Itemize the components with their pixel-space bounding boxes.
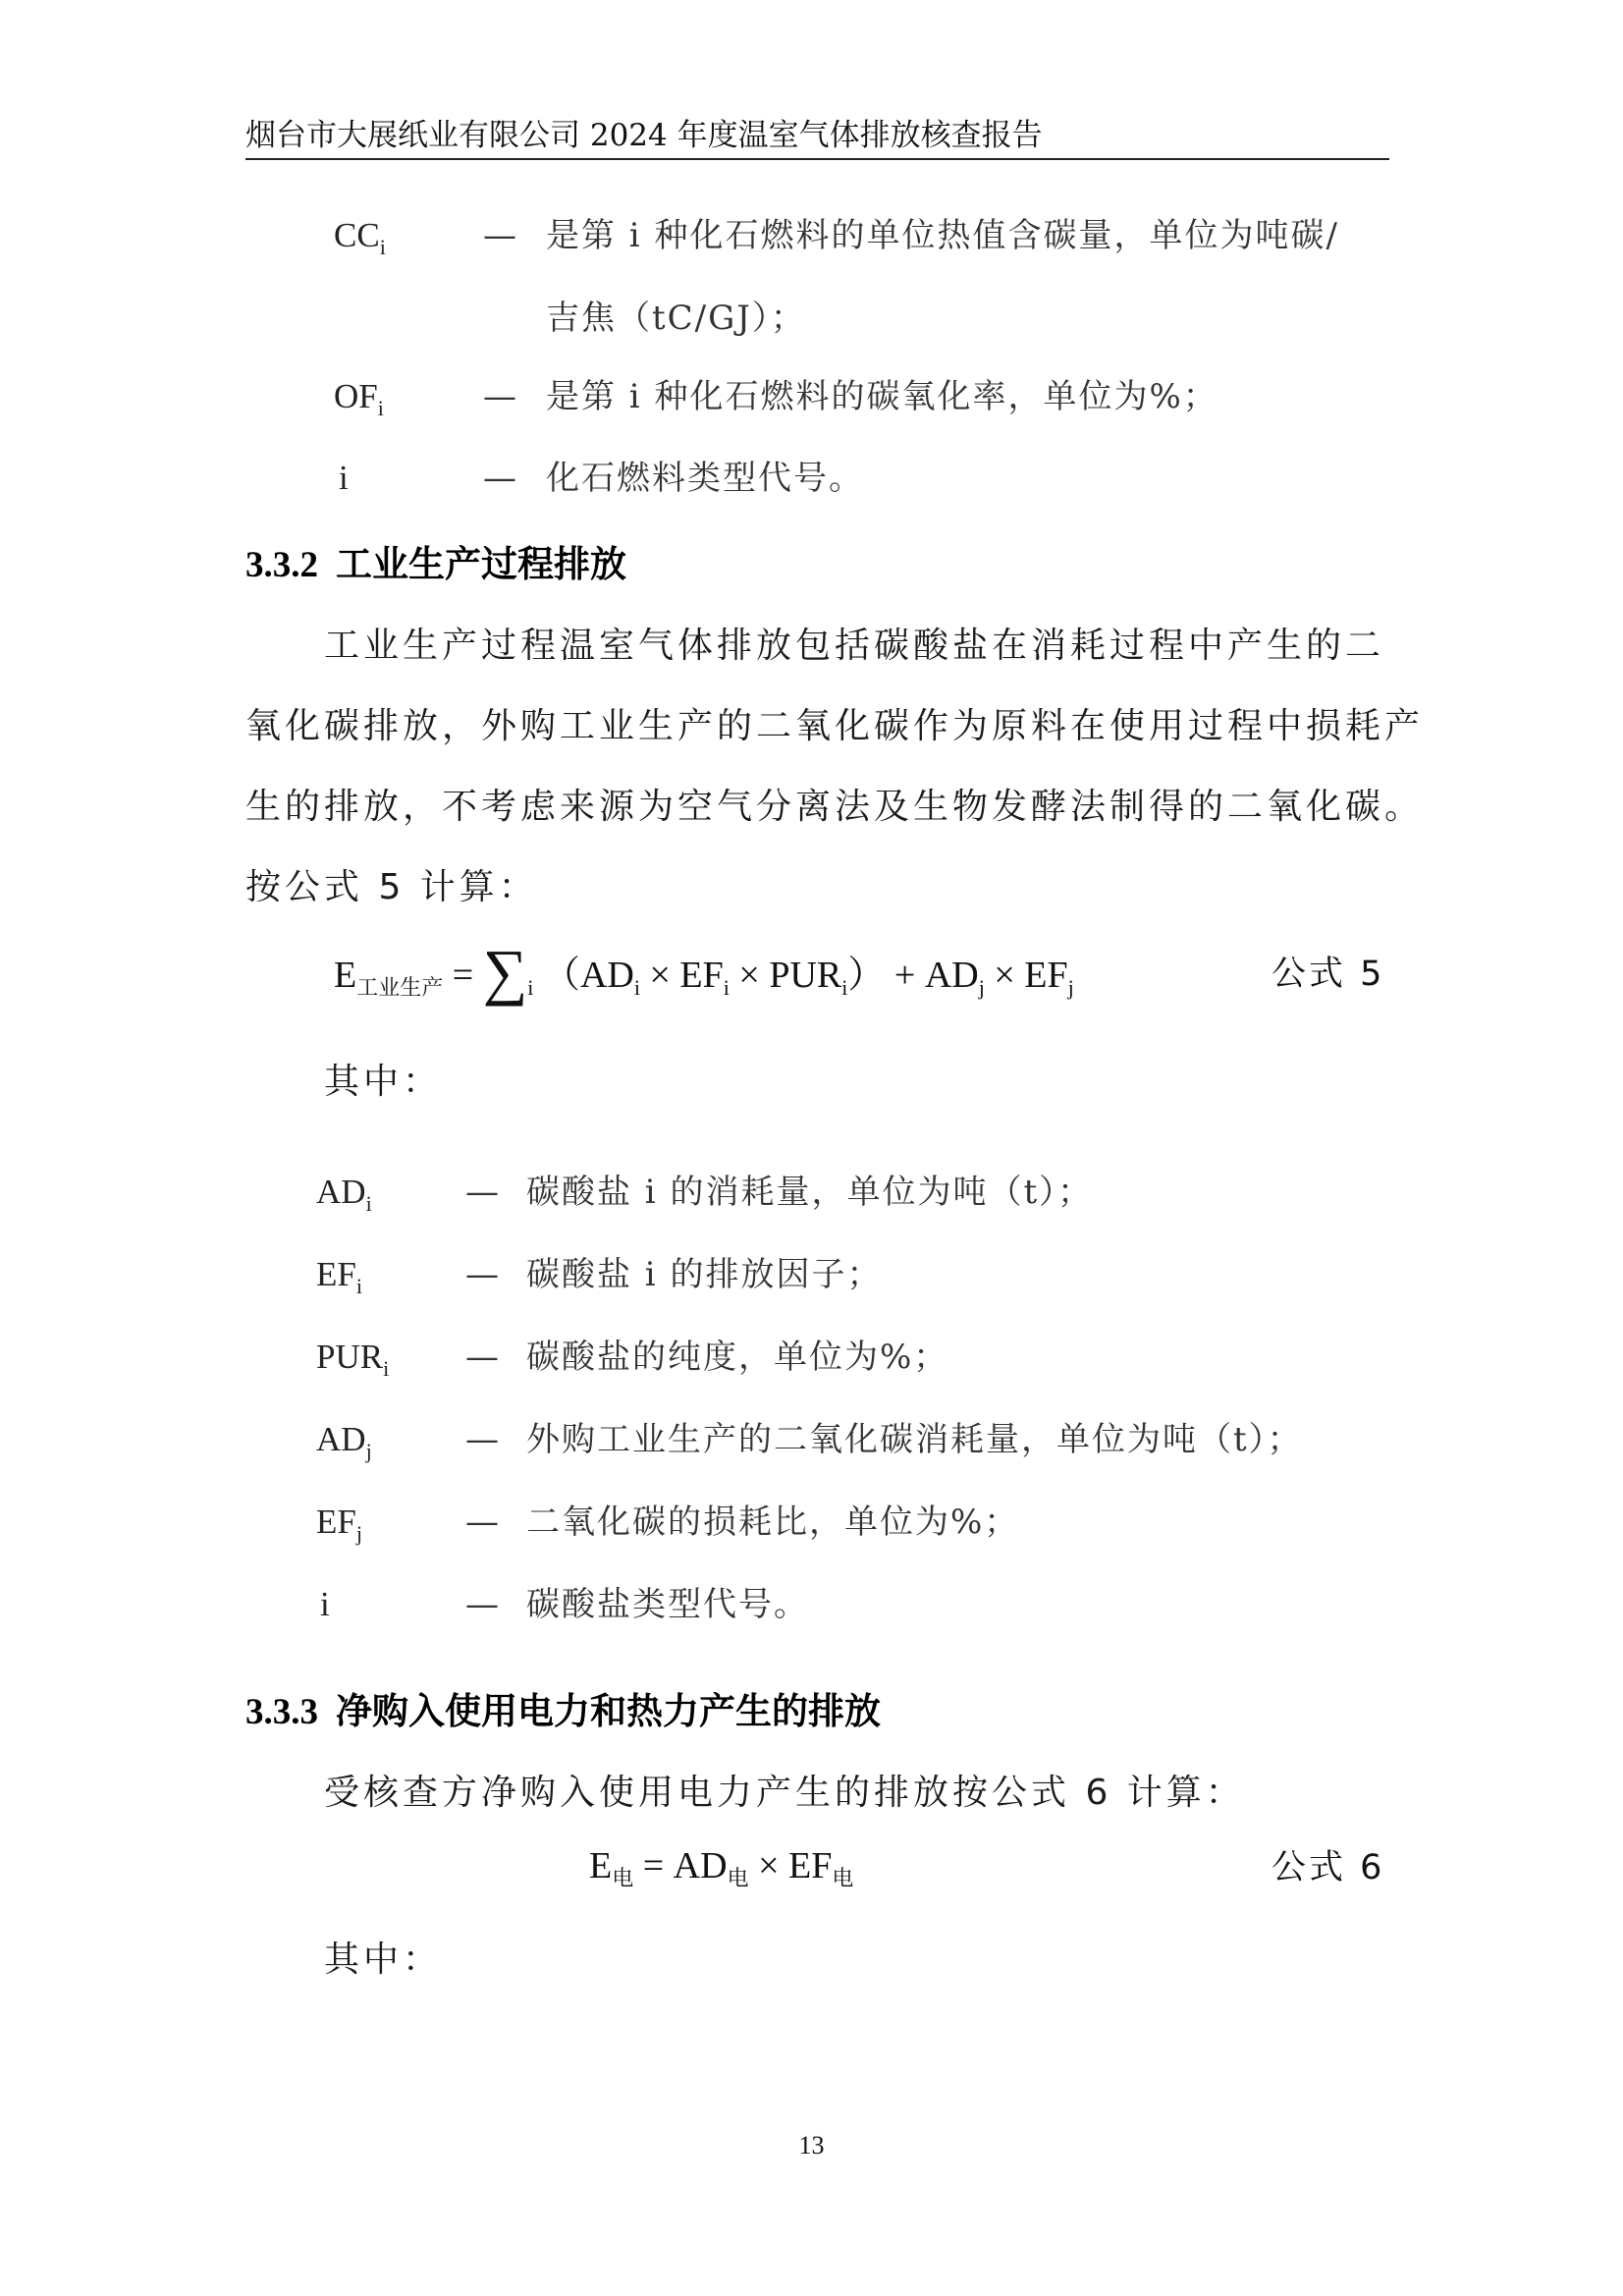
- section-heading-3-3-2: [245, 540, 626, 589]
- def-symbol-i: i: [339, 459, 349, 497]
- def-dash: —: [465, 1503, 499, 1542]
- section-title: 净购入使用电力和热力产生的排放: [336, 1690, 881, 1732]
- page-header: 烟台市大展纸业有限公司 2024 年度温室气体排放核查报告: [245, 118, 1043, 153]
- section-number: 3.3.3: [245, 1692, 318, 1732]
- def-desc-ad-i: 碳酸盐 i 的消耗量，单位为吨（t）；: [526, 1173, 1094, 1212]
- def-dash: —: [465, 1420, 499, 1459]
- def-desc-ef-j: 二氧化碳的损耗比，单位为%；: [526, 1503, 1020, 1542]
- def-desc-cc: 是第 i 种化石燃料的单位热值含碳量，单位为吨碳/: [546, 216, 1339, 255]
- def-symbol-ad-i: $AD_i$: [316, 1173, 372, 1216]
- where-label: 其中：: [324, 1062, 443, 1102]
- def-desc-ef-i: 碳酸盐 i 的排放因子；: [526, 1255, 883, 1294]
- paragraph-line: 氧化碳排放，外购工业生产的二氧化碳作为原料在使用过程中损耗产: [245, 706, 1425, 746]
- section-title: 工业生产过程排放: [336, 543, 626, 585]
- header-rule: [245, 158, 1389, 160]
- def-symbol-ad-j: $AD_j$: [316, 1420, 372, 1463]
- formula-6-label: 公式 6: [1271, 1848, 1385, 1887]
- formula-5: $E_{工业生产} = \sum_i$ $(AD_i \times EF_i \times PUR_i) + AD_j \times EF_j$: [334, 937, 1074, 1007]
- def-desc-i: 碳酸盐类型代号。: [526, 1585, 809, 1624]
- def-symbol-ef-i: $EF_i$: [316, 1255, 362, 1298]
- def-symbol-of: $OF_i$: [334, 377, 384, 420]
- page-number: 13: [798, 2131, 825, 2159]
- def-symbol-ef-j: $EF_j$: [316, 1503, 362, 1546]
- where-label: 其中：: [324, 1940, 443, 1980]
- def-desc-i: 化石燃料类型代号。: [546, 459, 864, 498]
- def-desc-of: 是第 i 种化石燃料的碳氧化率，单位为%；: [546, 377, 1218, 416]
- def-symbol-cc: $CC_i$: [334, 216, 386, 259]
- def-dash: —: [465, 1585, 499, 1624]
- paragraph-line: 受核查方净购入使用电力产生的排放按公式 6 计算：: [324, 1773, 1245, 1813]
- paragraph-line: 按公式 5 计算：: [245, 867, 538, 907]
- def-dash: —: [465, 1255, 499, 1294]
- def-symbol-i: i: [320, 1585, 330, 1623]
- def-dash: —: [483, 377, 516, 416]
- formula-6: $E_电 = AD_电 \times EF_电$: [589, 1845, 854, 1891]
- def-desc-cc-cont: 吉焦（tC/GJ）；: [546, 299, 806, 338]
- def-symbol-pur-i: $PUR_i$: [316, 1338, 390, 1381]
- def-desc-ad-j: 外购工业生产的二氧化碳消耗量，单位为吨（t）；: [526, 1420, 1303, 1459]
- paragraph-line: 生的排放，不考虑来源为空气分离法及生物发酵法制得的二氧化碳。: [245, 787, 1425, 827]
- def-dash: —: [483, 459, 516, 498]
- def-dash: —: [465, 1173, 499, 1212]
- paragraph-line: 工业生产过程温室气体排放包括碳酸盐在消耗过程中产生的二: [324, 626, 1385, 666]
- section-heading-3-3-3: [245, 1687, 881, 1736]
- def-desc-pur-i: 碳酸盐的纯度，单位为%；: [526, 1338, 949, 1377]
- formula-5-label: 公式 5: [1271, 955, 1385, 994]
- def-dash: —: [465, 1338, 499, 1377]
- def-dash: —: [483, 216, 516, 255]
- section-number: 3.3.2: [245, 545, 318, 585]
